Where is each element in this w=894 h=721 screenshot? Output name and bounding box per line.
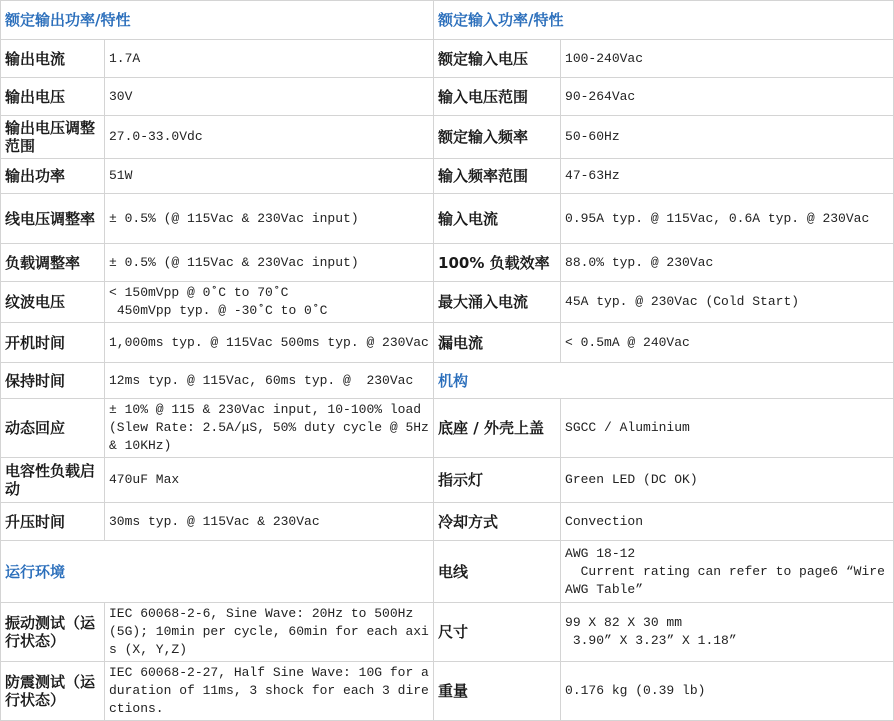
output-voltage-adjust-value: 27.0-33.0Vdc — [105, 116, 434, 159]
weight-value: 0.176 kg (0.39 lb) — [561, 662, 894, 721]
dimensions-value: 99 X 82 X 30 mm 3.90” X 3.23” X 1.18” — [561, 603, 894, 662]
input-current-label: 输入电流 — [434, 194, 561, 244]
output-voltage-label: 输出电压 — [1, 78, 105, 116]
dynamic-response-label: 动态回应 — [1, 399, 105, 458]
output-voltage-value: 30V — [105, 78, 434, 116]
hold-up-time-label: 保持时间 — [1, 363, 105, 399]
table-row — [1, 603, 894, 662]
input-current-value: 0.95A typ. @ 115Vac, 0.6A typ. @ 230Vac — [561, 194, 894, 244]
shock-label: 防震测试（运行状态） — [1, 662, 105, 721]
rise-time-label: 升压时间 — [1, 503, 105, 541]
table-row — [1, 244, 894, 282]
table-row — [1, 363, 894, 399]
capacitive-load-label: 电容性负载启动 — [1, 458, 105, 503]
vibration-value: IEC 60068-2-6, Sine Wave: 20Hz to 500Hz (5G); 10min per cycle, 60min for each axis (X, Y,Z) — [105, 603, 434, 662]
capacitive-load-value: 470uF Max — [105, 458, 434, 503]
table-row — [1, 323, 894, 363]
rated-input-voltage-label: 额定输入电压 — [434, 40, 561, 78]
output-current-label: 输出电流 — [1, 40, 105, 78]
input-frequency-range-label: 输入频率范围 — [434, 159, 561, 194]
table-row — [1, 78, 894, 116]
input-frequency-range-value: 47-63Hz — [561, 159, 894, 194]
table-row — [1, 116, 894, 159]
efficiency-label: 100% 负载效率 — [434, 244, 561, 282]
wire-label: 电线 — [434, 541, 561, 603]
vibration-label: 振动测试（运行状态） — [1, 603, 105, 662]
section-title-mechanical: 机构 — [434, 363, 894, 399]
setup-time-value: 1,000ms typ. @ 115Vac 500ms typ. @ 230Vac — [105, 323, 434, 363]
wire-value: AWG 18-12 Current rating can refer to page6 “Wire AWG Table” — [561, 541, 894, 603]
indicator-label: 指示灯 — [434, 458, 561, 503]
ripple-noise-value: < 150mVpp @ 0˚C to 70˚C 450mVpp typ. @ -30˚C to 0˚C — [105, 282, 434, 323]
inrush-current-label: 最大涌入电流 — [434, 282, 561, 323]
indicator-value: Green LED (DC OK) — [561, 458, 894, 503]
shock-value: IEC 60068-2-27, Half Sine Wave: 10G for a duration of 11ms, 3 shock for each 3 directions. — [105, 662, 434, 721]
load-regulation-value: ± 0.5% (@ 115Vac & 230Vac input) — [105, 244, 434, 282]
table-row — [1, 159, 894, 194]
rated-input-voltage-value: 100-240Vac — [561, 40, 894, 78]
output-voltage-adjust-label: 输出电压调整范围 — [1, 116, 105, 159]
leakage-current-label: 漏电流 — [434, 323, 561, 363]
section-title-output: 额定输出功率/特性 — [1, 1, 434, 40]
chassis-cover-value: SGCC / Aluminium — [561, 399, 894, 458]
table-row — [1, 40, 894, 78]
efficiency-value: 88.0% typ. @ 230Vac — [561, 244, 894, 282]
leakage-current-value: < 0.5mA @ 240Vac — [561, 323, 894, 363]
input-voltage-range-value: 90-264Vac — [561, 78, 894, 116]
section-title-environment: 运行环境 — [1, 541, 434, 603]
rated-input-frequency-value: 50-60Hz — [561, 116, 894, 159]
output-power-label: 输出功率 — [1, 159, 105, 194]
rise-time-value: 30ms typ. @ 115Vac & 230Vac — [105, 503, 434, 541]
cooling-label: 冷却方式 — [434, 503, 561, 541]
setup-time-label: 开机时间 — [1, 323, 105, 363]
load-regulation-label: 负载调整率 — [1, 244, 105, 282]
rated-input-frequency-label: 额定输入频率 — [434, 116, 561, 159]
table-row — [1, 282, 894, 323]
input-voltage-range-label: 输入电压范围 — [434, 78, 561, 116]
output-power-value: 51W — [105, 159, 434, 194]
weight-label: 重量 — [434, 662, 561, 721]
table-row — [1, 662, 894, 721]
dynamic-response-value: ± 10% @ 115 & 230Vac input, 10-100% load (Slew Rate: 2.5A/μS, 50% duty cycle @ 5Hz & 10KHz) — [105, 399, 434, 458]
chassis-cover-label: 底座 / 外壳上盖 — [434, 399, 561, 458]
table-row — [1, 458, 894, 503]
inrush-current-value: 45A typ. @ 230Vac (Cold Start) — [561, 282, 894, 323]
table-row — [1, 541, 894, 603]
dimensions-label: 尺寸 — [434, 603, 561, 662]
hold-up-time-value: 12ms typ. @ 115Vac, 60ms typ. @ 230Vac — [105, 363, 434, 399]
cooling-value: Convection — [561, 503, 894, 541]
ripple-noise-label: 纹波电压 — [1, 282, 105, 323]
line-regulation-value: ± 0.5% (@ 115Vac & 230Vac input) — [105, 194, 434, 244]
output-current-value: 1.7A — [105, 40, 434, 78]
table-row — [1, 399, 894, 458]
section-title-input: 额定输入功率/特性 — [434, 1, 894, 40]
line-regulation-label: 线电压调整率 — [1, 194, 105, 244]
table-row — [1, 503, 894, 541]
table-row — [1, 1, 894, 40]
table-row — [1, 194, 894, 244]
